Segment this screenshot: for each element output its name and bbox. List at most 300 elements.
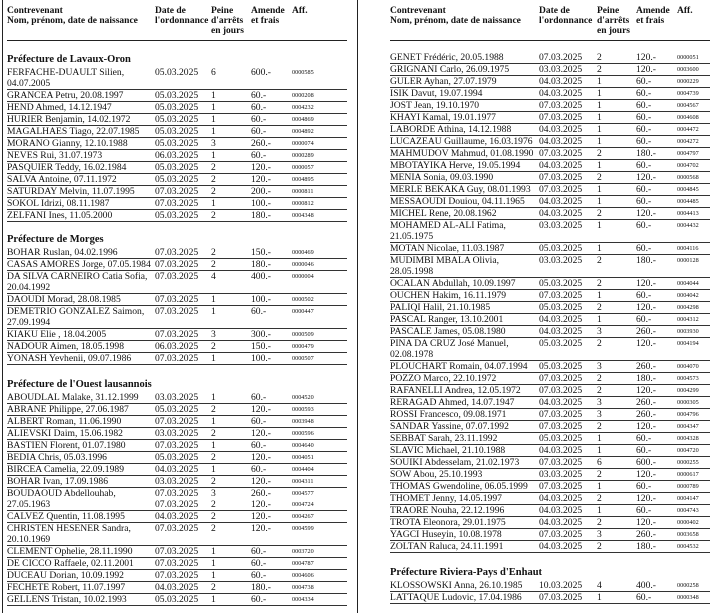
aff-cell: 0004232 xyxy=(292,104,314,111)
amende-cell: 120.- xyxy=(636,172,656,183)
contrevenant-cell: FERFACHE-DUAULT Silien, 04.07.2005 xyxy=(7,67,125,89)
contrevenant-cell: MESSAOUDI Douiou, 04.11.1965 xyxy=(390,196,525,207)
contrevenant-cell: BOUDAOUD Abdellouhab, 27.05.1963 xyxy=(7,488,116,510)
date-cell: 07.03.2025 xyxy=(155,416,199,427)
contrevenant-cell: CALVEZ Quentin, 11.08.1995 xyxy=(7,511,125,522)
aff-cell: 0004567 xyxy=(677,102,699,109)
aff-cell: 0000568 xyxy=(677,174,699,181)
table-row xyxy=(7,186,347,198)
date-cell: 04.03.2025 xyxy=(539,505,583,516)
peine-cell: 1 xyxy=(211,546,216,557)
aff-cell: 0004272 xyxy=(677,138,699,145)
peine-cell: 1 xyxy=(211,440,216,451)
table-row xyxy=(390,397,710,409)
aff-cell: 0000305 xyxy=(677,399,699,406)
peine-cell: 1 xyxy=(211,416,216,427)
peine-cell: 3 xyxy=(211,329,216,340)
date-cell: 05.03.2025 xyxy=(539,361,583,372)
contrevenant-cell: GRIGNANI Carlo, 26.09.1975 xyxy=(390,64,510,75)
aff-cell: 0004051 xyxy=(292,454,314,461)
aff-cell: 0004520 xyxy=(292,394,314,401)
date-cell: 04.03.2025 xyxy=(539,76,583,87)
aff-cell: 0004194 xyxy=(677,340,699,347)
table-row xyxy=(7,476,347,488)
peine-cell: 1 xyxy=(211,464,216,475)
amende-cell: 60.- xyxy=(251,114,267,125)
aff-cell: 0004869 xyxy=(292,116,314,123)
table-row xyxy=(7,138,347,150)
contrevenant-cell: HURIER Benjamin, 14.02.1972 xyxy=(7,114,131,125)
amende-cell: 60.- xyxy=(636,505,652,516)
prefecture-section xyxy=(390,46,710,553)
peine-cell: 2 xyxy=(211,186,216,197)
contrevenant-cell: GELLENS Tristan, 10.02.1993 xyxy=(7,594,127,605)
table-row xyxy=(7,353,347,365)
date-cell: 04.03.2025 xyxy=(539,196,583,207)
left-column xyxy=(7,0,347,613)
peine-cell: 3 xyxy=(597,326,602,337)
peine-cell: 2 xyxy=(211,174,216,185)
table-row xyxy=(390,541,710,553)
aff-cell: 0000004 xyxy=(292,273,314,280)
date-cell: 07.03.2025 xyxy=(539,592,583,603)
table-row xyxy=(390,409,710,421)
peine-cell: 2 xyxy=(597,255,602,266)
amende-cell: 60.- xyxy=(251,392,267,403)
amende-cell: 180.- xyxy=(251,582,271,593)
header-contrevenant: Contrevenant Nom, prénom, date de naissance xyxy=(7,6,138,26)
amende-cell: 60.- xyxy=(636,76,652,87)
aff-cell: 0004485 xyxy=(677,198,699,205)
date-cell: 04.03.2025 xyxy=(539,445,583,456)
table-row xyxy=(390,373,710,385)
amende-cell: 60.- xyxy=(251,558,267,569)
peine-cell: 2 xyxy=(211,452,216,463)
table-row xyxy=(7,452,347,464)
date-cell: 03.03.2025 xyxy=(155,428,199,439)
table-row xyxy=(7,210,347,222)
table-row xyxy=(390,124,710,136)
peine-cell: 1 xyxy=(597,76,602,87)
contrevenant-cell: KIAKU Elie , 18.04.2005 xyxy=(7,329,107,340)
amende-cell: 600.- xyxy=(251,67,271,78)
date-cell: 07.03.2025 xyxy=(155,546,199,557)
amende-cell: 180.- xyxy=(636,541,656,552)
date-cell: 04.03.2025 xyxy=(155,464,199,475)
aff-cell: 0004147 xyxy=(677,495,699,502)
prefecture-section xyxy=(390,553,710,604)
aff-cell: 0000811 xyxy=(292,188,314,195)
peine-cell: 1 xyxy=(597,243,602,254)
table-row xyxy=(390,136,710,148)
peine-cell: 2 xyxy=(597,64,602,75)
table-row xyxy=(7,594,347,606)
amende-cell: 60.- xyxy=(251,416,267,427)
amende-cell: 120.- xyxy=(251,162,271,173)
aff-cell: 0003930 xyxy=(677,328,699,335)
table-row xyxy=(390,208,710,220)
amende-cell: 260.- xyxy=(636,326,656,337)
aff-cell: 0004311 xyxy=(292,478,314,485)
table-row xyxy=(390,112,710,124)
contrevenant-cell: SLAVIC Michael, 21.10.1988 xyxy=(390,445,506,456)
amende-cell: 180.- xyxy=(636,148,656,159)
contrevenant-cell: SANDAR Yassine, 07.07.1992 xyxy=(390,421,509,432)
contrevenant-cell: CHRISTEN HESENER Sandra, 20.10.1969 xyxy=(7,523,131,545)
peine-cell: 2 xyxy=(211,523,216,534)
table-row xyxy=(390,361,710,373)
peine-cell: 2 xyxy=(211,210,216,221)
peine-cell: 2 xyxy=(211,341,216,352)
table-row xyxy=(390,160,710,172)
table-row xyxy=(7,247,347,259)
table-row xyxy=(7,90,347,102)
date-cell: 07.03.2025 xyxy=(155,247,199,258)
date-cell: 07.03.2025 xyxy=(155,294,199,305)
date-cell: 05.03.2025 xyxy=(155,452,199,463)
contrevenant-cell: MAGALHAES Tiago, 22.07.1985 xyxy=(7,126,140,137)
peine-cell: 1 xyxy=(211,198,216,209)
peine-cell: 1 xyxy=(597,160,602,171)
table-row xyxy=(7,523,347,546)
date-cell: 04.03.2025 xyxy=(539,124,583,135)
amende-cell: 60.- xyxy=(251,90,267,101)
date-cell: 07.03.2025 xyxy=(539,52,583,63)
date-cell: 04.03.2025 xyxy=(539,326,583,337)
date-cell: 04.03.2025 xyxy=(539,517,583,528)
section-title: Préfecture de Morges xyxy=(7,234,104,245)
amende-cell: 60.- xyxy=(251,126,267,137)
peine-cell: 2 xyxy=(211,404,216,415)
aff-cell: 0004738 xyxy=(292,584,314,591)
header-rule xyxy=(7,40,347,41)
date-cell: 05.03.2025 xyxy=(155,162,199,173)
table-row xyxy=(390,326,710,338)
amende-cell: 60.- xyxy=(636,184,652,195)
table-row xyxy=(390,493,710,505)
contrevenant-cell: LATTAQUE Ludovic, 17.04.1986 xyxy=(390,592,522,603)
contrevenant-cell: OCALAN Abdullah, 10.09.1997 xyxy=(390,278,516,289)
peine-cell: 2 xyxy=(597,541,602,552)
contrevenant-cell: ZELFANI Ines, 11.05.2000 xyxy=(7,210,113,221)
table-row xyxy=(7,102,347,114)
aff-cell: 0004895 xyxy=(292,176,314,183)
amende-cell: 120.- xyxy=(636,338,656,349)
table-row xyxy=(390,52,710,64)
section-title: Préfecture de Lavaux-Oron xyxy=(7,54,131,65)
section-title: Préfecture de l'Ouest lausannois xyxy=(7,379,152,390)
table-row xyxy=(390,100,710,112)
date-cell: 04.03.2025 xyxy=(539,397,583,408)
table-row xyxy=(7,392,347,404)
amende-cell: 60.- xyxy=(251,570,267,581)
aff-cell: 0000258 xyxy=(677,582,699,589)
table-row xyxy=(7,150,347,162)
header-date: Date de l'ordonnance xyxy=(539,6,593,26)
table-row xyxy=(390,314,710,326)
header-contrevenant: Contrevenant Nom, prénom, date de naissance xyxy=(390,6,521,26)
date-cell: 05.03.2025 xyxy=(539,278,583,289)
peine-cell: 2 xyxy=(211,511,216,522)
table-row xyxy=(390,505,710,517)
amende-cell: 300.- xyxy=(251,329,271,340)
header-amende: Amende et frais xyxy=(636,6,670,26)
contrevenant-cell: DUCEAU Dorian, 10.09.1992 xyxy=(7,570,124,581)
contrevenant-cell: OUCHEN Hakim, 16.11.1979 xyxy=(390,290,507,301)
peine-cell: 2 xyxy=(211,259,216,270)
table-row xyxy=(390,302,710,314)
prefecture-section xyxy=(7,46,347,222)
amende-cell: 180.- xyxy=(636,373,656,384)
date-cell: 07.03.2025 xyxy=(539,100,583,111)
right-column xyxy=(390,0,710,613)
table-row xyxy=(7,546,347,558)
aff-cell: 0004640 xyxy=(292,442,314,449)
date-cell: 05.03.2025 xyxy=(155,126,199,137)
peine-cell: 2 xyxy=(597,278,602,289)
contrevenant-cell: MBOTAYIKA Herve, 19.05.1994 xyxy=(390,160,521,171)
table-row xyxy=(390,290,710,302)
peine-cell: 6 xyxy=(597,457,602,468)
table-row xyxy=(390,481,710,493)
peine-cell: 2 xyxy=(597,517,602,528)
contrevenant-cell: CASAS AMORES Jorge, 07.05.1984 xyxy=(7,259,151,270)
aff-cell: 0000051 xyxy=(677,54,699,61)
aff-cell: 0004404 xyxy=(292,466,314,473)
contrevenant-cell: THOMAS Gwendoline, 06.05.1999 xyxy=(390,481,528,492)
amende-cell: 60.- xyxy=(636,112,652,123)
amende-cell: 180.- xyxy=(251,259,271,270)
aff-cell: 0004573 xyxy=(677,375,699,382)
date-cell: 04.03.2025 xyxy=(539,541,583,552)
aff-cell: 0004599 xyxy=(292,525,314,532)
amende-cell: 60.- xyxy=(251,594,267,605)
table-row xyxy=(390,88,710,100)
date-cell: 07.03.2025 xyxy=(155,186,199,197)
peine-cell: 1 xyxy=(597,220,602,231)
peine-cell: 1 xyxy=(597,184,602,195)
date-cell: 03.03.2025 xyxy=(155,392,199,403)
date-cell: 05.03.2025 xyxy=(539,243,583,254)
amende-cell: 120.- xyxy=(251,511,271,522)
aff-cell: 0003720 xyxy=(292,548,314,555)
aff-cell: 0004299 xyxy=(677,387,699,394)
date-cell: 05.03.2025 xyxy=(155,210,199,221)
peine-cell: 1 xyxy=(597,100,602,111)
peine-cell: 2 xyxy=(211,476,216,487)
aff-cell: 0004577 0004724 xyxy=(292,490,314,508)
peine-cell: 1 xyxy=(597,505,602,516)
date-cell: 05.03.2025 xyxy=(539,338,583,349)
table-row xyxy=(7,294,347,306)
aff-cell: 0000585 xyxy=(292,69,314,76)
aff-cell: 0004044 xyxy=(677,280,699,287)
date-cell: 07.03.2025 xyxy=(539,290,583,301)
aff-cell: 0000593 xyxy=(292,406,314,413)
date-cell: 05.03.2025 xyxy=(155,114,199,125)
contrevenant-cell: YONASH Yevhenii, 09.07.1986 xyxy=(7,353,132,364)
amende-cell: 60.- xyxy=(636,220,652,231)
peine-cell: 1 xyxy=(597,112,602,123)
table-row xyxy=(7,511,347,523)
amende-cell: 60.- xyxy=(636,136,652,147)
date-cell: 05.03.2025 xyxy=(155,67,199,78)
peine-cell: 2 xyxy=(597,172,602,183)
peine-cell: 2 xyxy=(211,247,216,258)
contrevenant-cell: BIRCEA Camelia, 22.09.1989 xyxy=(7,464,124,475)
contrevenant-cell: ALIEVSKI Daim, 15.06.1982 xyxy=(7,428,123,439)
amende-cell: 260.- xyxy=(636,361,656,372)
peine-cell: 1 xyxy=(211,90,216,101)
table-row xyxy=(7,488,347,511)
contrevenant-cell: SEBBAT Sarah, 23.11.1992 xyxy=(390,433,498,444)
aff-cell: 0004348 xyxy=(292,212,314,219)
date-cell: 05.03.2025 xyxy=(539,433,583,444)
contrevenant-cell: ABRANE Philippe, 27.06.1987 xyxy=(7,404,129,415)
date-cell: 07.03.2025 xyxy=(155,306,199,317)
amende-cell: 60.- xyxy=(636,196,652,207)
peine-cell: 4 xyxy=(597,580,602,591)
table-row xyxy=(390,421,710,433)
contrevenant-cell: MORANO Gianny, 12.10.1988 xyxy=(7,138,128,149)
amende-cell: 60.- xyxy=(636,124,652,135)
peine-cell: 1 xyxy=(597,290,602,301)
aff-cell: 0004413 xyxy=(677,210,699,217)
amende-cell: 150.- xyxy=(251,341,271,352)
amende-cell: 120.- xyxy=(636,517,656,528)
table-row xyxy=(390,148,710,160)
table-row xyxy=(390,457,710,469)
header-date: Date de l'ordonnance xyxy=(155,6,209,26)
peine-cell: 1 xyxy=(597,196,602,207)
table-row xyxy=(7,126,347,138)
aff-cell: 0000057 xyxy=(292,164,314,171)
contrevenant-cell: DAOUDI Morad, 28.08.1985 xyxy=(7,294,121,305)
contrevenant-cell: MENIA Sonia, 09.03.1990 xyxy=(390,172,494,183)
date-cell: 06.03.2025 xyxy=(155,341,199,352)
header-peine: Peine d'arrêts en jours xyxy=(211,6,244,36)
table-row xyxy=(7,440,347,452)
date-cell: 03.03.2025 xyxy=(539,64,583,75)
aff-cell: 0000469 xyxy=(292,249,314,256)
table-row xyxy=(7,464,347,476)
peine-cell: 4 xyxy=(211,271,216,282)
peine-cell: 1 xyxy=(211,594,216,605)
amende-cell: 150.- xyxy=(251,247,271,258)
table-row xyxy=(7,416,347,428)
peine-cell: 3 2 xyxy=(211,488,216,510)
aff-cell: 0004042 xyxy=(677,292,699,299)
contrevenant-cell: MOTAN Nicolae, 11.03.1987 xyxy=(390,243,505,254)
peine-cell: 2 xyxy=(597,148,602,159)
peine-cell: 3 xyxy=(597,409,602,420)
table-row xyxy=(7,174,347,186)
amende-cell: 60.- xyxy=(636,314,652,325)
date-cell: 04.03.2025 xyxy=(539,88,583,99)
table-row xyxy=(390,278,710,290)
aff-cell: 0000617 xyxy=(677,471,699,478)
amende-cell: 120.- xyxy=(251,452,271,463)
table-row xyxy=(390,469,710,481)
date-cell: 04.03.2025 xyxy=(539,136,583,147)
header-rule xyxy=(390,40,710,41)
contrevenant-cell: GENET Frédéric, 20.05.1988 xyxy=(390,52,504,63)
date-cell: 04.03.2025 xyxy=(539,493,583,504)
aff-cell: 0000509 xyxy=(292,331,314,338)
date-cell: 04.03.2025 xyxy=(539,314,583,325)
contrevenant-cell: ZOLTAN Raluca, 24.11.1991 xyxy=(390,541,504,552)
aff-cell: 0000812 xyxy=(292,200,314,207)
amende-cell: 60.- xyxy=(251,440,267,451)
date-cell: 07.03.2025 xyxy=(155,558,199,569)
amende-cell: 60.- xyxy=(636,481,652,492)
contrevenant-cell: FECHETE Robert, 11.07.1997 xyxy=(7,582,126,593)
peine-cell: 1 xyxy=(211,102,216,113)
date-cell: 07.03.2025 xyxy=(155,271,199,282)
contrevenant-cell: PINA DA CRUZ José Manuel, 02.08.1978 xyxy=(390,338,509,360)
peine-cell: 1 xyxy=(211,294,216,305)
aff-cell: 0004298 xyxy=(677,304,699,311)
amende-cell: 120.- xyxy=(636,278,656,289)
peine-cell: 3 xyxy=(597,397,602,408)
date-cell: 07.03.2025 xyxy=(155,198,199,209)
date-cell: 07.03.2025 xyxy=(155,440,199,451)
amende-cell: 260.- xyxy=(251,138,271,149)
peine-cell: 6 xyxy=(211,67,216,78)
aff-cell: 0004743 xyxy=(677,507,699,514)
peine-cell: 3 xyxy=(597,529,602,540)
amende-cell: 60.- xyxy=(636,160,652,171)
contrevenant-cell: TROTA Eleonora, 29.01.1975 xyxy=(390,517,506,528)
table-row xyxy=(7,198,347,210)
contrevenant-cell: SOW Abou, 25.10.1993 xyxy=(390,469,483,480)
date-cell: 05.03.2025 xyxy=(155,138,199,149)
aff-cell: 0004796 xyxy=(677,411,699,418)
peine-cell: 1 xyxy=(211,150,216,161)
amende-cell: 180.- xyxy=(636,255,656,266)
date-cell: 04.03.2025 xyxy=(539,208,583,219)
table-row xyxy=(390,76,710,88)
header-aff: Aff. xyxy=(292,6,308,16)
table-row xyxy=(390,196,710,208)
amende-cell: 60.- xyxy=(636,592,652,603)
peine-cell: 1 xyxy=(597,124,602,135)
peine-cell: 1 xyxy=(211,306,216,317)
amende-cell: 260.- xyxy=(636,529,656,540)
peine-cell: 1 xyxy=(597,592,602,603)
aff-cell: 0004267 xyxy=(292,513,314,520)
contrevenant-cell: TRAORE Nouha, 22.12.1996 xyxy=(390,505,505,516)
contrevenant-cell: BASTIEN Florent, 01.07.1980 xyxy=(7,440,126,451)
date-cell: 07.03.2025 xyxy=(155,353,199,364)
date-cell: 04.03.2025 xyxy=(155,511,199,522)
amende-cell: 180.- xyxy=(251,210,271,221)
contrevenant-cell: RAFANELLI Andrea, 12.05.1972 xyxy=(390,385,521,396)
table-row xyxy=(7,428,347,440)
aff-cell: 0004720 xyxy=(677,447,699,454)
date-cell: 05.03.2025 xyxy=(155,90,199,101)
amende-cell: 60.- xyxy=(636,445,652,456)
amende-cell: 260.- 120.- xyxy=(251,488,271,510)
header-aff: Aff. xyxy=(677,6,693,16)
date-cell: 04.03.2025 xyxy=(155,582,199,593)
contrevenant-cell: BOHAR Ruslan, 04.02.1996 xyxy=(7,247,118,258)
table-row xyxy=(390,243,710,255)
aff-cell: 0004845 xyxy=(677,186,699,193)
contrevenant-cell: THOMET Jenny, 14.05.1997 xyxy=(390,493,502,504)
aff-cell: 0000479 xyxy=(292,343,314,350)
amende-cell: 120.- xyxy=(251,174,271,185)
